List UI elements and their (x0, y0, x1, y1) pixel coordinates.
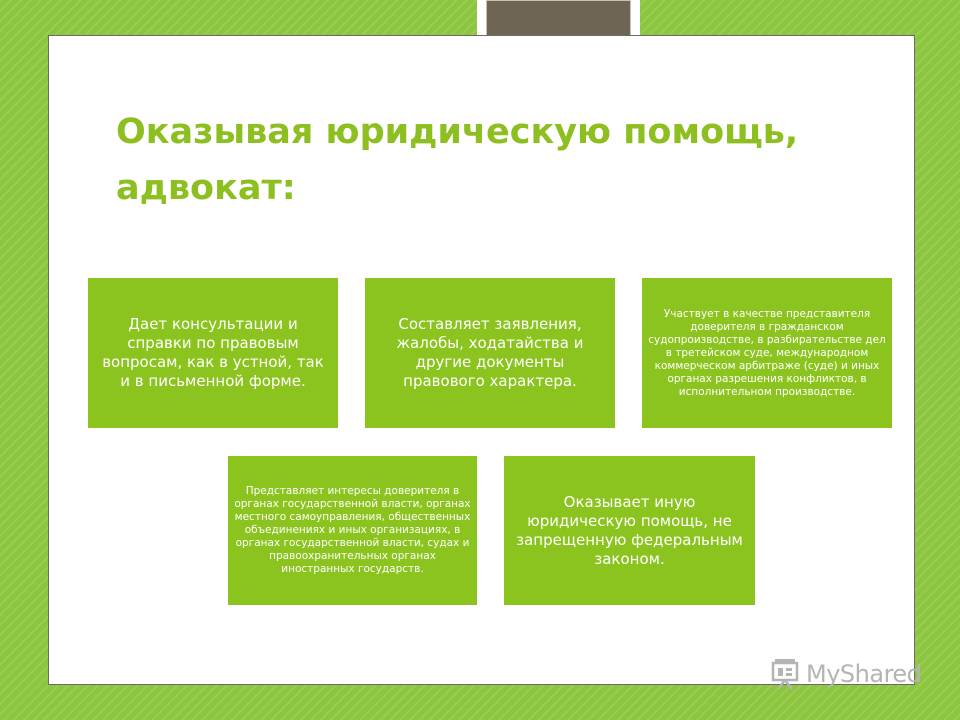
content-box-authorities-representation: Представляет интересы доверителя в органах государственной власти, органах местного самоуправления, общественных объединениях и иных организациях, в органах государственной власти, судах и правоохранительных органах иностранных государств. (228, 456, 477, 605)
content-box-other-assistance: Оказывает иную юридическую помощь, не запрещенную федеральным законом. (504, 456, 755, 605)
content-box-consultations: Дает консультации и справки по правовым вопросам, как в устной, так и в письменной форме. (88, 278, 338, 428)
content-box-court-representation: Участвует в качестве представителя доверителя в гражданском судопроизводстве, в разбирательстве дел в третейском суде, международном коммерческом арбитраже (суде) и иных органах разрешения конфликтов, в исполнительном производстве. (642, 278, 892, 428)
watermark (770, 656, 921, 692)
slide-title: Оказывая юридическую помощь, адвокат: (116, 112, 799, 208)
presentation-board-icon (770, 657, 800, 691)
content-box-documents: Составляет заявления, жалобы, ходатайства и другие документы правового характера. (365, 278, 615, 428)
watermark-text: MyShared (806, 660, 922, 688)
